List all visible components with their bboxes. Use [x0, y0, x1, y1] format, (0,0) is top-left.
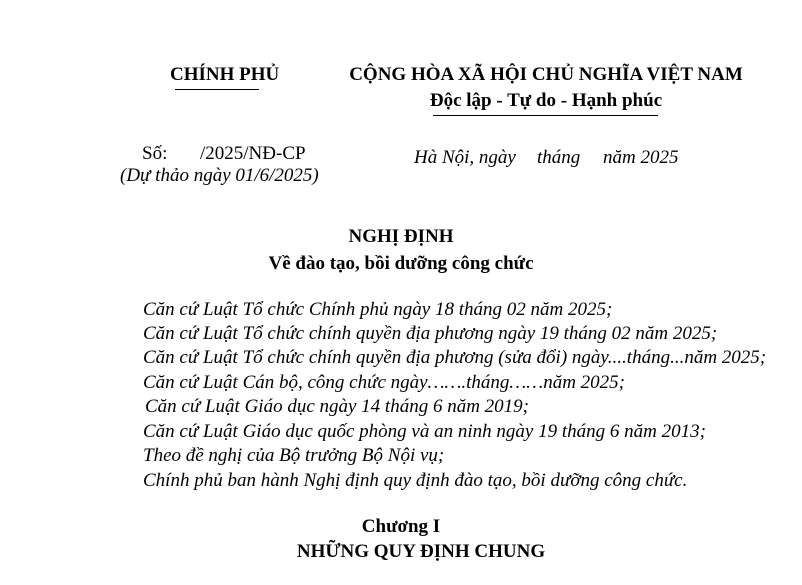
place-date-year: năm 2025: [603, 147, 679, 168]
place-date-place: Hà Nội, ngày: [414, 147, 516, 168]
legal-basis-item: Căn cứ Luật Giáo dục ngày 14 tháng 6 năm 2019;: [145, 396, 530, 417]
legal-basis-item: Theo đề nghị của Bộ trưởng Bộ Nội vụ;: [143, 445, 445, 466]
chapter-title: NHỮNG QUY ĐỊNH CHUNG: [296, 541, 546, 562]
document-type: NGHỊ ĐỊNH: [348, 226, 454, 247]
document-subject: Về đào tạo, bồi dưỡng công chức: [268, 253, 534, 274]
legal-basis-item: Căn cứ Luật Giáo dục quốc phòng và an ninh ngày 19 tháng 6 năm 2013;: [143, 421, 706, 442]
nation-title: CỘNG HÒA XÃ HỘI CHỦ NGHĨA VIỆT NAM: [349, 64, 743, 85]
number-label: Số:: [142, 143, 168, 164]
national-motto: Độc lập - Tự do - Hạnh phúc: [429, 90, 663, 111]
agency-name: CHÍNH PHỦ: [170, 64, 280, 85]
chapter-number: Chương I: [361, 516, 441, 537]
legal-basis-item: Căn cứ Luật Tổ chức chính quyền địa phương (sửa đổi) ngày....tháng...năm 2025;: [143, 347, 767, 368]
draft-note: (Dự thảo ngày 01/6/2025): [120, 165, 319, 186]
legal-basis-item: Chính phủ ban hành Nghị định quy định đào tạo, bồi dưỡng công chức.: [143, 470, 688, 491]
legal-basis-item: Căn cứ Luật Tổ chức Chính phủ ngày 18 tháng 02 năm 2025;: [143, 299, 613, 320]
motto-underline: [433, 115, 658, 116]
legal-basis-item: Căn cứ Luật Cán bộ, công chức ngày…….tháng……năm 2025;: [143, 372, 625, 393]
number-value: /2025/NĐ-CP: [200, 143, 306, 164]
legal-basis-item: Căn cứ Luật Tổ chức chính quyền địa phương ngày 19 tháng 02 năm 2025;: [143, 323, 718, 344]
place-date-month: tháng: [537, 147, 581, 168]
